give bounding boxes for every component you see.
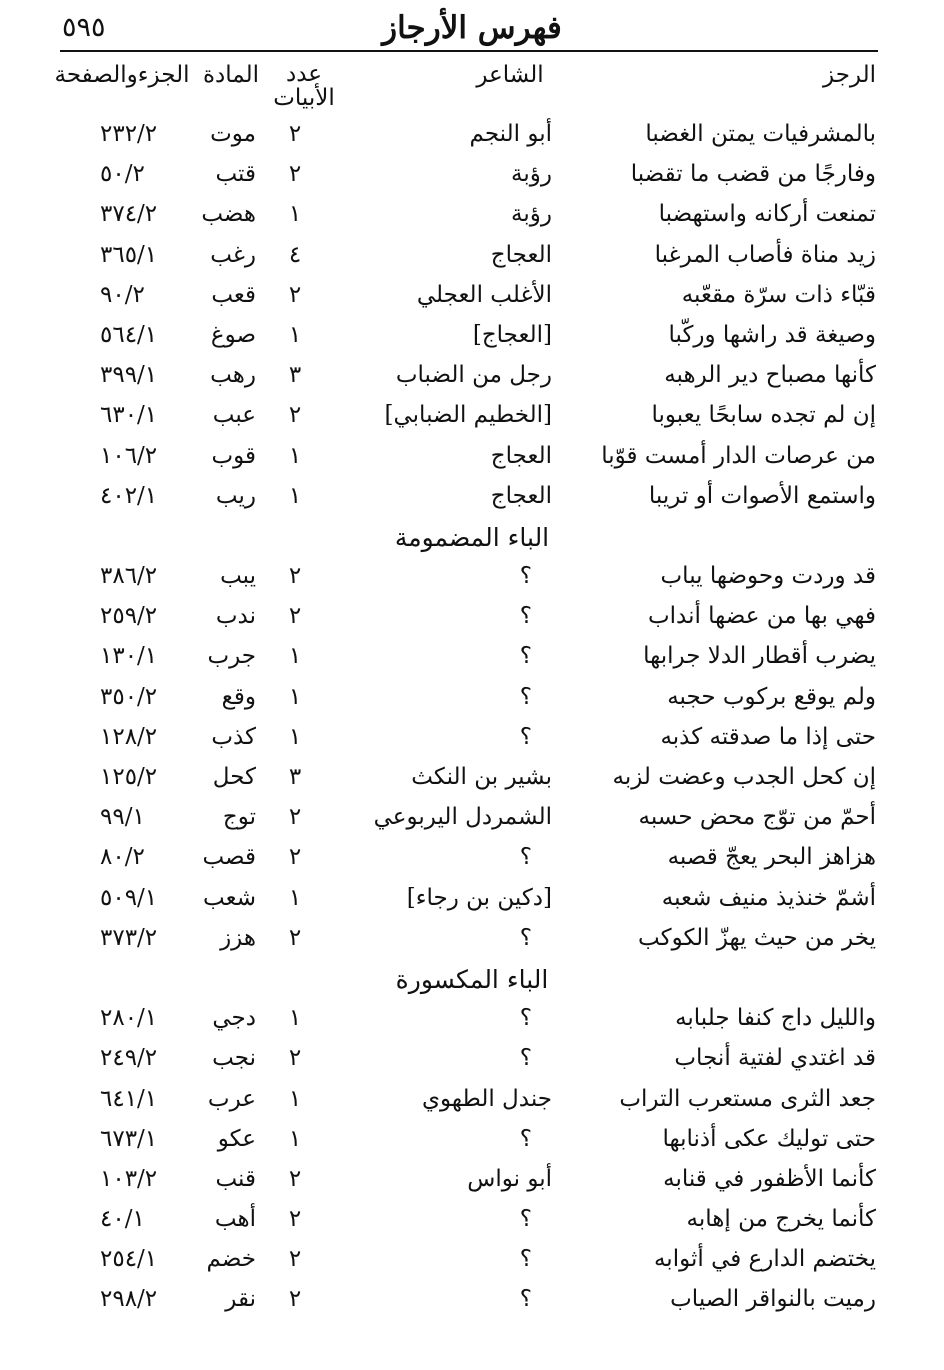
volume-page: ٣٧٣/٢: [100, 924, 158, 951]
verse-count: ٢: [288, 924, 302, 951]
table-row: [0, 358, 944, 398]
table-row: [0, 760, 944, 800]
poet-name: [دكين بن رجاء]: [406, 884, 552, 911]
rajaz-verse: حتى توليك عكى أذنابها: [662, 1125, 876, 1152]
verse-count: ٢: [288, 1165, 302, 1192]
root-word: جرب: [207, 643, 256, 670]
page-title: فهرس الأرجاز: [382, 10, 562, 46]
volume-page: ٩٠/٢: [100, 281, 145, 308]
verse-count: ٣: [288, 362, 302, 389]
poet-name: ؟: [519, 844, 532, 871]
root-word: كحل: [212, 764, 256, 790]
root-word: عبب: [212, 402, 256, 429]
rajaz-verse: جعد الثرى مستعرب التراب: [619, 1085, 876, 1112]
poet-name: ؟: [519, 563, 532, 590]
root-word: رهب: [210, 362, 256, 389]
volume-page: ١٢٥/٢: [100, 764, 158, 790]
verse-count: ٢: [288, 1206, 302, 1233]
table-row: [0, 1242, 944, 1282]
column-header-volume-page: الجزءوالصفحة: [54, 62, 190, 88]
root-word: نقر: [225, 1286, 256, 1313]
volume-page: ٥٠/٢: [100, 161, 145, 188]
poet-name: العجاج: [490, 482, 552, 509]
index-table: [0, 117, 944, 1323]
poet-name: رجل من الضباب: [395, 362, 552, 389]
rajaz-verse: قد اغتدي لفتية أنجاب: [674, 1045, 876, 1072]
volume-page: ٥٦٤/١: [100, 321, 158, 348]
verse-count: ٤: [288, 241, 302, 268]
table-row: [0, 278, 944, 318]
volume-page: ٥٠٩/١: [100, 884, 158, 911]
table-row: [0, 479, 944, 519]
rajaz-verse: بالمشرفيات يمتن الغضبا: [645, 121, 876, 147]
verse-count: ٢: [288, 603, 302, 630]
table-row: [0, 840, 944, 880]
root-word: أهب: [214, 1206, 256, 1233]
root-word: قتب: [215, 161, 256, 188]
rajaz-verse: قبّاء ذات سرّة مقعّبه: [681, 281, 876, 308]
root-word: توج: [222, 804, 256, 831]
table-row: [0, 1041, 944, 1081]
verse-count: ١: [288, 1085, 302, 1112]
table-row: [0, 680, 944, 720]
table-row: [0, 1162, 944, 1202]
table-row: [0, 1122, 944, 1162]
root-word: قنب: [215, 1165, 256, 1192]
root-word: قوب: [211, 442, 256, 469]
poet-name: أبو نواس: [467, 1165, 552, 1192]
verse-count: ١: [288, 643, 302, 670]
poet-name: ؟: [519, 924, 532, 951]
rajaz-verse: كأنها مصباح دير الرهبه: [664, 362, 876, 389]
volume-page: ٢٤٩/٢: [100, 1045, 158, 1072]
section-heading-text: الباء المكسورة: [395, 964, 549, 994]
root-word: خضم: [206, 1246, 256, 1273]
table-row: [0, 157, 944, 197]
rajaz-verse: من عرصات الدار أمست قوّبا: [601, 442, 876, 469]
verse-count: ١: [288, 442, 302, 469]
poet-name: ؟: [519, 1005, 532, 1032]
table-row: [0, 720, 944, 760]
verse-count: ٢: [288, 1246, 302, 1273]
table-row: [0, 439, 944, 479]
volume-page: ٩٩/١: [100, 804, 145, 831]
rajaz-verse: يضرب أقطار الدلا جرابها: [643, 643, 876, 670]
verse-count: ١: [288, 1125, 302, 1152]
rajaz-verse: قد وردت وحوضها يباب: [660, 563, 876, 590]
volume-page: ١٢٨/٢: [100, 723, 158, 750]
column-header-poet: الشاعر: [476, 62, 544, 88]
poet-name: ؟: [519, 603, 532, 630]
rajaz-verse: وصيغة قد راشها وركّبا: [668, 321, 876, 348]
volume-page: ٣٩٩/١: [100, 362, 158, 389]
verse-count: ١: [288, 321, 302, 348]
root-word: قعب: [211, 281, 256, 308]
poet-name: ؟: [519, 1246, 532, 1273]
verse-count: ٢: [288, 1286, 302, 1313]
rajaz-verse: كأنما يخرج من إهابه: [686, 1206, 876, 1233]
poet-name: أبو النجم: [469, 121, 552, 147]
rajaz-verse: أشمّ خنذيذ منيف شعبه: [661, 884, 876, 911]
poet-name: ؟: [519, 1125, 532, 1152]
volume-page: ٢٥٩/٢: [100, 603, 158, 630]
verse-count: ١: [288, 683, 302, 710]
root-word: موت: [210, 121, 256, 147]
root-word: رغب: [210, 241, 256, 268]
poet-name: رؤبة: [511, 201, 552, 228]
table-row: [0, 117, 944, 157]
root-word: يبب: [220, 563, 256, 590]
poet-name: العجاج: [490, 241, 552, 268]
table-row: [0, 881, 944, 921]
rajaz-verse: رميت بالنواقر الصياب: [670, 1286, 876, 1313]
table-row: [0, 318, 944, 358]
table-row: [0, 1001, 944, 1041]
poet-name: ؟: [519, 1286, 532, 1313]
table-row: [0, 639, 944, 679]
rajaz-verse: كأنما الأظفور في قنابه: [663, 1165, 876, 1192]
poet-name: الشمردل اليربوعي: [373, 804, 552, 831]
poet-name: ؟: [519, 723, 532, 750]
section-heading-text: الباء المضمومة: [394, 522, 550, 552]
root-word: عكو: [217, 1125, 256, 1152]
root-word: قصب: [202, 844, 256, 871]
column-header-root: المادة: [203, 62, 259, 88]
root-word: كذب: [211, 723, 256, 750]
root-word: صوغ: [210, 321, 256, 348]
poet-name: [الخطيم الضبابي]: [384, 402, 552, 429]
verse-count: ١: [288, 884, 302, 911]
verse-count: ١: [288, 723, 302, 750]
poet-name: الأغلب العجلي: [416, 281, 552, 308]
verse-count: ٢: [288, 121, 302, 147]
poet-name: بشير بن النكث: [411, 764, 552, 790]
volume-page: ٨٠/٢: [100, 844, 145, 871]
root-word: شعب: [203, 884, 256, 911]
verse-count: ٣: [288, 764, 302, 790]
verse-count: ١: [288, 201, 302, 228]
root-word: هزز: [220, 924, 256, 951]
volume-page: ٢٩٨/٢: [100, 1286, 158, 1313]
rajaz-verse: والليل داج كنفا جلبابه: [675, 1005, 876, 1032]
volume-page: ٦٣٠/١: [100, 402, 158, 429]
root-word: نجب: [212, 1045, 256, 1072]
volume-page: ٤٠٢/١: [100, 482, 158, 509]
column-header-rajaz: الرجز: [823, 62, 876, 88]
rajaz-verse: يخر من حيث يهزّ الكوكب: [638, 924, 876, 951]
volume-page: ٢٥٤/١: [100, 1246, 158, 1273]
rajaz-verse: حتى إذا ما صدقته كذبه: [660, 723, 876, 750]
table-row: [0, 197, 944, 237]
section-heading: [0, 961, 944, 1001]
root-word: ندب: [215, 603, 256, 630]
volume-page: ٢٣٢/٢: [100, 121, 158, 147]
verse-count: ٢: [288, 1045, 302, 1072]
poet-name: ؟: [519, 1206, 532, 1233]
rajaz-verse: هزاهز البحر يعجّ قصبه: [667, 844, 876, 871]
verse-count: ٢: [288, 281, 302, 308]
volume-page: ١٣٠/١: [100, 643, 158, 670]
volume-page: ٣٧٤/٢: [100, 201, 158, 228]
table-row: [0, 921, 944, 961]
verse-count: ١: [288, 1005, 302, 1032]
root-word: ريب: [215, 482, 256, 509]
rajaz-verse: أحمّ من توّج محض حسبه: [638, 804, 876, 831]
table-row: [0, 1082, 944, 1122]
column-header-verse-count: عدد الأبيات: [273, 61, 335, 111]
verse-count: ٢: [288, 844, 302, 871]
volume-page: ٣٦٥/١: [100, 241, 158, 268]
volume-page: ٦٧٣/١: [100, 1125, 158, 1152]
rajaz-verse: إن لم تجده سابحًا يعبوبا: [651, 402, 876, 429]
root-word: هضب: [201, 201, 256, 228]
root-word: وقع: [221, 683, 256, 710]
root-word: دجي: [212, 1005, 256, 1032]
poet-name: العجاج: [490, 442, 552, 469]
volume-page: ٤٠/١: [100, 1206, 145, 1233]
poet-name: ؟: [519, 643, 532, 670]
verse-count: ٢: [288, 563, 302, 590]
rajaz-verse: وفارجًا من قضب ما تقضبا: [630, 161, 876, 188]
table-row: [0, 1282, 944, 1322]
table-row: [0, 238, 944, 278]
header-rule: [60, 50, 878, 52]
rajaz-verse: ولم يوقع بركوب حجبه: [667, 683, 876, 710]
volume-page: ٣٥٠/٢: [100, 683, 158, 710]
section-heading: [0, 519, 944, 559]
volume-page: ١٠٦/٢: [100, 442, 158, 469]
root-word: عرب: [207, 1085, 256, 1112]
rajaz-verse: إن كحل الجدب وعضت لزبه: [612, 764, 876, 790]
rajaz-verse: يختضم الدارع في أثوابه: [653, 1246, 876, 1273]
table-row: [0, 1202, 944, 1242]
verse-count: ٢: [288, 161, 302, 188]
poet-name: جندل الطهوي: [421, 1085, 552, 1112]
poet-name: [العجاج]: [472, 321, 552, 348]
rajaz-verse: زيد مناة فأصاب المرغبا: [654, 241, 876, 268]
verse-count: ٢: [288, 402, 302, 429]
volume-page: ١٠٣/٢: [100, 1165, 158, 1192]
verse-count: ١: [288, 482, 302, 509]
volume-page: ٣٨٦/٢: [100, 563, 158, 590]
page-number: ٥٩٥: [62, 12, 106, 43]
poet-name: ؟: [519, 683, 532, 710]
rajaz-verse: واستمع الأصوات أو تريبا: [648, 482, 876, 509]
rajaz-verse: تمنعت أركانه واستهضبا: [658, 201, 876, 228]
volume-page: ٦٤١/١: [100, 1085, 158, 1112]
table-row: [0, 398, 944, 438]
rajaz-verse: فهي بها من عضها أنداب: [647, 603, 876, 630]
poet-name: ؟: [519, 1045, 532, 1072]
volume-page: ٢٨٠/١: [100, 1005, 158, 1032]
table-row: [0, 599, 944, 639]
verse-count: ٢: [288, 804, 302, 831]
poet-name: رؤبة: [511, 161, 552, 188]
table-row: [0, 559, 944, 599]
table-row: [0, 800, 944, 840]
